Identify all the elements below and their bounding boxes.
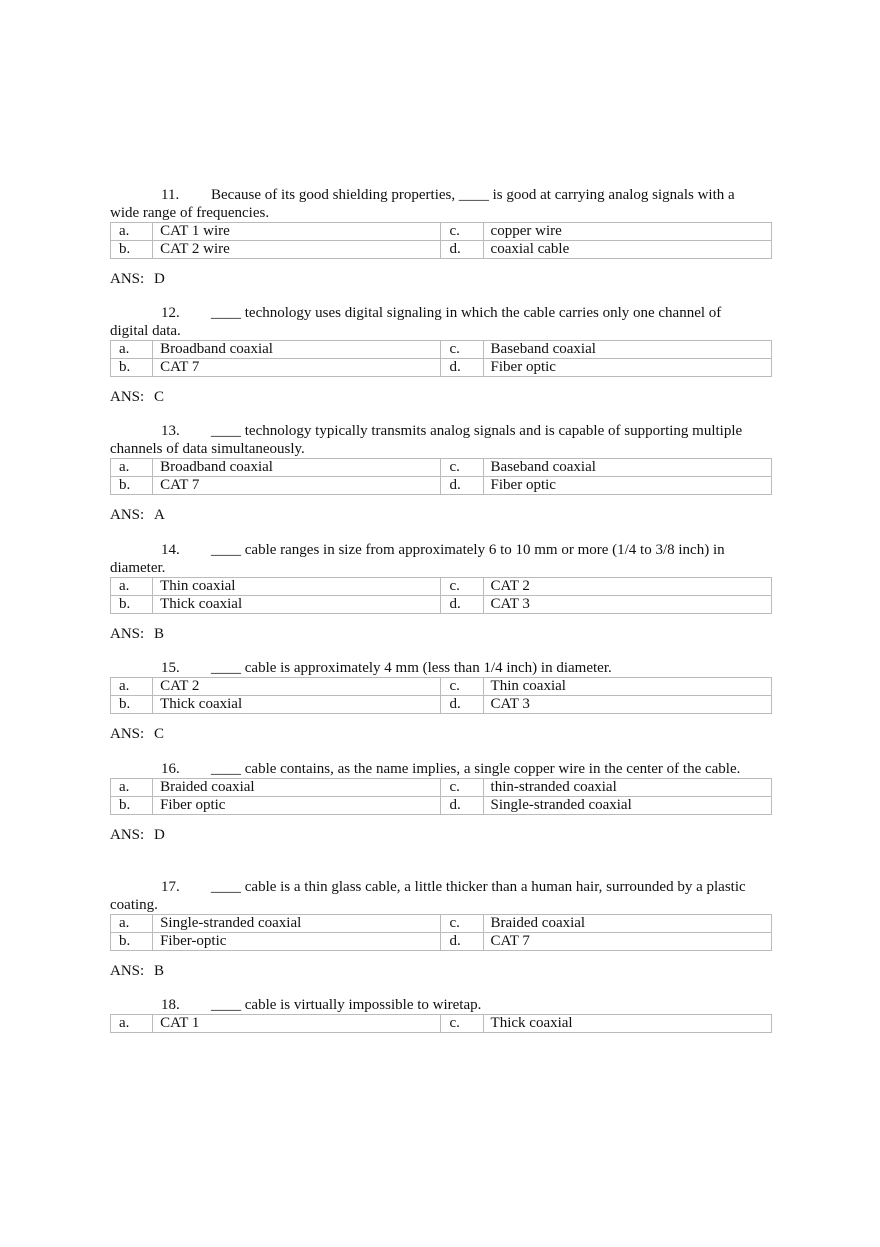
answer-value: B (154, 626, 165, 642)
question-number: 14. (161, 542, 180, 558)
choice-letter: b. (111, 359, 153, 377)
choice-letter: d. (441, 797, 483, 815)
choices-table (110, 677, 772, 714)
choices-row (111, 1015, 772, 1033)
question-text (110, 996, 772, 1014)
answer-line (110, 625, 772, 643)
question-text (110, 541, 772, 577)
question-text (110, 878, 772, 914)
choice-text: Braided coaxial (153, 779, 441, 797)
choices-row (111, 678, 772, 696)
choices-table (110, 222, 772, 259)
question-number: 18. (161, 997, 180, 1013)
choices-table (110, 458, 772, 495)
answer-label: ANS: (110, 507, 145, 523)
question-stem: ____ technology uses digital signaling in which the cable carries only one channel of digital data. (110, 305, 722, 339)
choice-text: CAT 7 (153, 359, 441, 377)
choices-row (111, 459, 772, 477)
question-number: 15. (161, 660, 180, 676)
choice-letter: c. (441, 223, 483, 241)
choices-table (110, 778, 772, 815)
question-12 (110, 304, 772, 406)
choice-letter: c. (441, 1015, 483, 1033)
choice-letter: d. (441, 696, 483, 714)
choice-text: Fiber optic (483, 359, 771, 377)
choice-text: Braided coaxial (483, 915, 771, 933)
question-17 (110, 878, 772, 980)
choice-text: CAT 3 (483, 696, 771, 714)
choice-letter: a. (111, 678, 153, 696)
choices-table (110, 340, 772, 377)
answer-value: C (154, 726, 165, 742)
answer-line (110, 826, 772, 844)
answer-label: ANS: (110, 389, 145, 405)
answer-value: B (154, 963, 165, 979)
choice-letter: b. (111, 477, 153, 495)
choice-letter: b. (111, 797, 153, 815)
question-stem: ____ cable contains, as the name implies, a single copper wire in the center of the cable. (211, 761, 741, 777)
question-stem: ____ cable is virtually impossible to wiretap. (211, 997, 482, 1013)
choice-text: CAT 1 (153, 1015, 441, 1033)
answer-label: ANS: (110, 963, 145, 979)
choices-row (111, 933, 772, 951)
choice-letter: b. (111, 933, 153, 951)
question-text (110, 186, 772, 222)
question-stem: ____ cable ranges in size from approximately 6 to 10 mm or more (1/4 to 3/8 inch) in diameter. (110, 542, 725, 576)
answer-line (110, 388, 772, 406)
choices-table (110, 577, 772, 614)
answer-line (110, 962, 772, 980)
choice-text: Broadband coaxial (153, 341, 441, 359)
choices-row (111, 341, 772, 359)
choice-text: Baseband coaxial (483, 341, 771, 359)
choice-text: Fiber optic (153, 797, 441, 815)
choice-text: Thick coaxial (153, 596, 441, 614)
question-number: 17. (161, 879, 180, 895)
answer-label: ANS: (110, 626, 145, 642)
answer-line (110, 506, 772, 524)
question-number: 13. (161, 423, 180, 439)
choice-letter: d. (441, 596, 483, 614)
choice-text: coaxial cable (483, 241, 771, 259)
answer-value: D (154, 827, 165, 843)
question-18 (110, 996, 772, 1033)
answer-line (110, 270, 772, 288)
choice-letter: d. (441, 477, 483, 495)
choice-letter: a. (111, 915, 153, 933)
question-text (110, 422, 772, 458)
choices-row (111, 596, 772, 614)
choices-row (111, 779, 772, 797)
question-stem: ____ cable is a thin glass cable, a little thicker than a human hair, surrounded by a plastic coating. (110, 879, 746, 913)
answer-label: ANS: (110, 827, 145, 843)
choices-table (110, 914, 772, 951)
choices-row (111, 797, 772, 815)
choice-text: CAT 2 (483, 578, 771, 596)
question-text (110, 659, 772, 677)
choice-letter: c. (441, 779, 483, 797)
answer-line (110, 725, 772, 743)
choice-text: Fiber-optic (153, 933, 441, 951)
question-stem: Because of its good shielding properties, ____ is good at carrying analog signals with a wide range of frequencies. (110, 187, 735, 221)
choice-text: CAT 2 (153, 678, 441, 696)
choices-table (110, 1014, 772, 1033)
choices-row (111, 359, 772, 377)
choices-row (111, 223, 772, 241)
choices-row (111, 241, 772, 259)
choice-letter: c. (441, 341, 483, 359)
choice-text: Thin coaxial (483, 678, 771, 696)
question-13 (110, 422, 772, 524)
question-text (110, 304, 772, 340)
choice-text: Fiber optic (483, 477, 771, 495)
choices-row (111, 578, 772, 596)
choice-letter: d. (441, 933, 483, 951)
choice-letter: b. (111, 596, 153, 614)
question-number: 16. (161, 761, 180, 777)
choice-text: CAT 3 (483, 596, 771, 614)
choice-text: copper wire (483, 223, 771, 241)
question-stem: ____ cable is approximately 4 mm (less than 1/4 inch) in diameter. (211, 660, 612, 676)
choice-letter: a. (111, 459, 153, 477)
choice-text: Baseband coaxial (483, 459, 771, 477)
choices-row (111, 696, 772, 714)
choice-letter: a. (111, 1015, 153, 1033)
choice-text: CAT 7 (153, 477, 441, 495)
choices-row (111, 477, 772, 495)
choice-letter: c. (441, 459, 483, 477)
choice-letter: b. (111, 696, 153, 714)
choice-text: CAT 2 wire (153, 241, 441, 259)
choice-text: CAT 7 (483, 933, 771, 951)
choice-letter: c. (441, 915, 483, 933)
answer-value: C (154, 389, 165, 405)
choices-row (111, 915, 772, 933)
choice-letter: c. (441, 678, 483, 696)
choice-text: CAT 1 wire (153, 223, 441, 241)
question-number: 12. (161, 305, 180, 321)
question-text (110, 760, 772, 778)
choice-text: Thick coaxial (483, 1015, 771, 1033)
choice-letter: a. (111, 341, 153, 359)
choice-letter: a. (111, 779, 153, 797)
choice-letter: d. (441, 359, 483, 377)
choice-text: thin-stranded coaxial (483, 779, 771, 797)
question-15 (110, 659, 772, 743)
answer-label: ANS: (110, 726, 145, 742)
choice-text: Single-stranded coaxial (153, 915, 441, 933)
choice-text: Thick coaxial (153, 696, 441, 714)
choice-text: Single-stranded coaxial (483, 797, 771, 815)
choice-letter: a. (111, 578, 153, 596)
question-11 (110, 186, 772, 288)
answer-label: ANS: (110, 271, 145, 287)
question-number: 11. (161, 187, 180, 203)
choice-letter: b. (111, 241, 153, 259)
choice-letter: a. (111, 223, 153, 241)
answer-value: A (154, 507, 165, 523)
question-stem: ____ technology typically transmits analog signals and is capable of supporting multiple channels of data simultaneously. (110, 423, 743, 457)
question-16 (110, 760, 772, 844)
question-14 (110, 541, 772, 643)
choice-letter: c. (441, 578, 483, 596)
choice-text: Thin coaxial (153, 578, 441, 596)
choice-text: Broadband coaxial (153, 459, 441, 477)
answer-value: D (154, 271, 165, 287)
choice-letter: d. (441, 241, 483, 259)
